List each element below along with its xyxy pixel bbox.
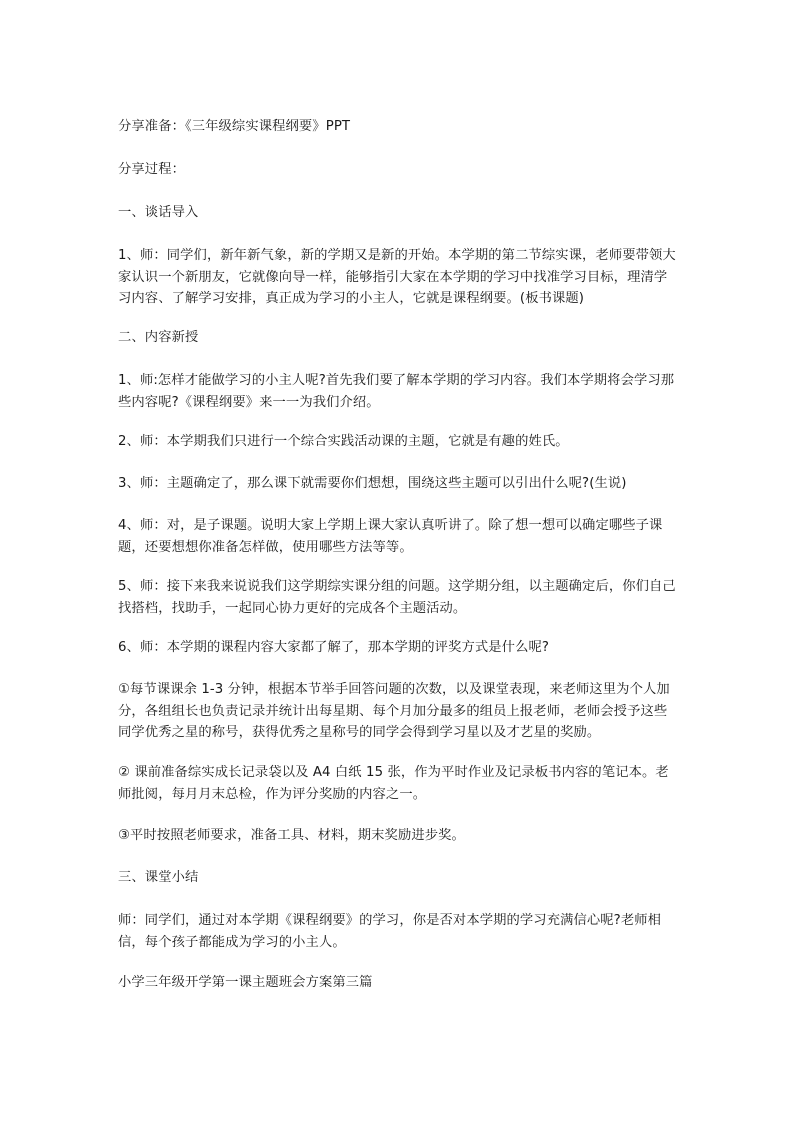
section-one-heading: 一、谈话导入 xyxy=(118,205,199,220)
section-two-heading: 二、内容新授 xyxy=(118,330,199,345)
paragraph-6: 5、师：接下来我来说说我们这学期综实课分组的问题。这学期分组，以主题确定后，你们自己找搭档，找助手，一起同心协力更好的完成各个主题活动。 xyxy=(118,579,676,616)
award-item-1: ①每节课课余 1-3 分钟，根据本节举手回答问题的次数，以及课堂表现，来老师这里为个人加分，各组组长也负责记录并统计出每星期、每个月加分最多的组员上报老师，老师会授予这些同学优秀之星的称号，获得优秀之星称号的同学会得到学习星以及才艺星的奖励。 xyxy=(118,682,670,740)
paragraph-3: 2、师：本学期我们只进行一个综合实践活动课的主题，它就是有趣的姓氏。 xyxy=(118,434,569,449)
paragraph-5: 4、师：对，是子课题。说明大家上学期上课大家认真听讲了。除了想一想可以确定哪些子课题，还要想想你准备怎样做，使用哪些方法等等。 xyxy=(118,518,663,555)
paragraph-1: 1、师：同学们，新年新气象，新的学期又是新的开始。本学期的第二节综实课，老师要带领大家认识一个新朋友，它就像向导一样，能够指引大家在本学期的学习中找准学习目标，理清学习内容、了解学习安排，真正成为学习的小主人，它就是课程纲要。(板书课题) xyxy=(118,248,676,306)
summary-paragraph: 师：同学们，通过对本学期《课程纲要》的学习，你是否对本学期的学习充满信心呢?老师相信，每个孩子都能成为学习的小主人。 xyxy=(118,913,662,950)
section-three-heading: 三、课堂小结 xyxy=(118,870,199,885)
next-section-title: 小学三年级开学第一课主题班会方案第三篇 xyxy=(118,975,373,990)
paragraph-4: 3、师：主题确定了，那么课下就需要你们想想，围绕这些主题可以引出什么呢?(生说) xyxy=(118,476,627,491)
share-preparation: 分享准备：《三年级综实课程纲要》PPT xyxy=(118,119,351,134)
paragraph-7: 6、师：本学期的课程内容大家都了解了，那本学期的评奖方式是什么呢? xyxy=(118,640,550,655)
paragraph-2: 1、师:怎样才能做学习的小主人呢?首先我们要了解本学期的学习内容。我们本学期将会学习那些内容呢?《课程纲要》来一一为我们介绍。 xyxy=(118,373,675,410)
award-item-3: ③平时按照老师要求，准备工具、材料，期末奖励进步奖。 xyxy=(118,828,465,843)
share-process-heading: 分享过程： xyxy=(118,162,185,177)
award-item-2: ② 课前准备综实成长记录袋以及 A4 白纸 15 张，作为平时作业及记录板书内容的笔记本。老师批阅，每月月末总检，作为评分奖励的内容之一。 xyxy=(118,765,669,802)
